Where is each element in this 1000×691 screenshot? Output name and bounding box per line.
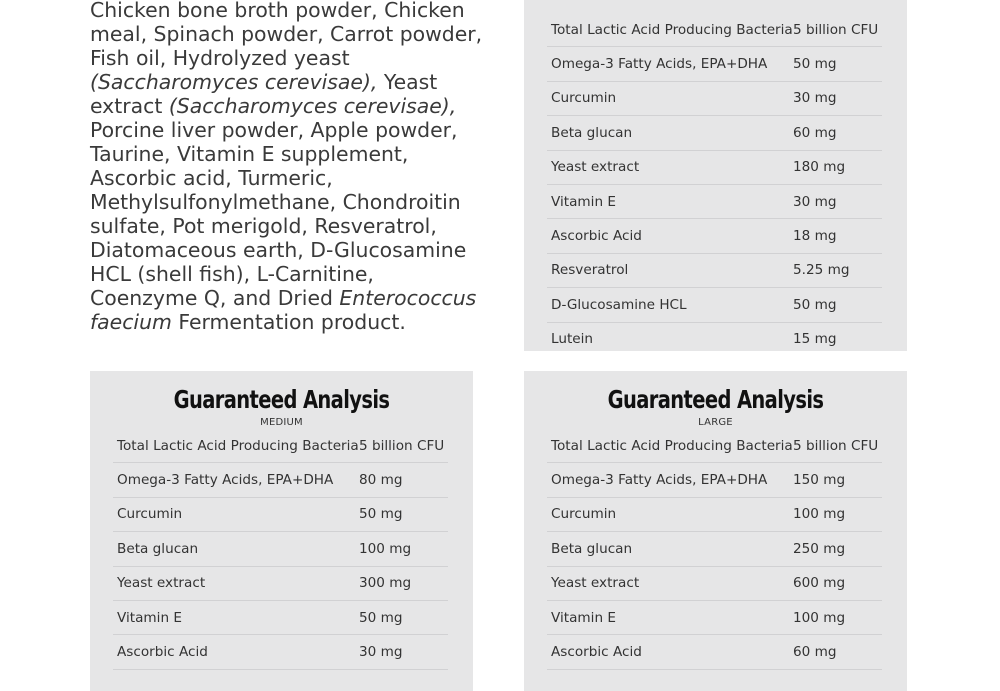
panel-size-label: MEDIUM [260, 417, 303, 428]
analysis-panel-small [524, 0, 907, 351]
table-row [547, 601, 882, 635]
nutrient-value: 100 mg [793, 506, 846, 523]
nutrient-name: Ascorbic Acid [117, 644, 208, 661]
nutrient-value: 300 mg [359, 575, 412, 592]
nutrient-value: 50 mg [359, 609, 403, 626]
nutrient-value: 60 mg [793, 644, 837, 661]
ingredient-text: Chicken bone broth powder, Chicken meal, Spinach powder, Carrot powder, Fish oil, Hydrolyzed yeast [90, 0, 483, 70]
nutrient-value: 100 mg [359, 540, 412, 557]
nutrient-name: Beta glucan [551, 540, 633, 557]
ingredient-text: Yeast extract [90, 70, 438, 118]
table-row [547, 185, 882, 219]
nutrient-name: Yeast extract [551, 575, 640, 592]
table-row [547, 532, 882, 566]
nutrient-value: 5.25 mg [793, 262, 850, 279]
ingredient-italic-text: Enterococcus faecium [90, 286, 477, 334]
nutrient-name: Omega-3 Fatty Acids, EPA+DHA [551, 472, 768, 489]
table-row [113, 567, 448, 601]
ingredient-text: Porcine liver powder, Apple powder, Taurine, Vitamin E supplement, Ascorbic acid, Turmeric, Methylsulfonylmethane, Chondroitin sulfate, Pot merigold, Resveratrol, Diatomaceous earth, D-Glucosamine HCL (shell fish), L-Carnitine, Coenzyme Q, and Dried [90, 118, 467, 310]
nutrient-name: Vitamin E [551, 193, 616, 210]
nutrient-value: 30 mg [793, 193, 837, 210]
nutrient-value: 30 mg [793, 90, 837, 107]
analysis-table [547, 429, 882, 670]
nutrient-value: 5 billion CFU [359, 437, 445, 454]
table-row [547, 116, 882, 150]
ingredient-text: Fermentation product. [171, 310, 406, 334]
table-row [113, 463, 448, 497]
nutrient-value: 150 mg [793, 472, 846, 489]
nutrient-name: Total Lactic Acid Producing Bacteria [117, 437, 359, 454]
nutrient-value: 30 mg [359, 644, 403, 661]
table-row [547, 288, 882, 322]
nutrient-name: Yeast extract [117, 575, 206, 592]
nutrient-value: 50 mg [793, 296, 837, 313]
nutrient-name: Resveratrol [551, 262, 629, 279]
analysis-table [113, 429, 448, 670]
nutrient-value: 5 billion CFU [793, 437, 879, 454]
table-row [547, 429, 882, 463]
ingredient-italic-text: (Saccharomyces cerevisae), [90, 70, 378, 94]
panel-title: Guaranteed Analysis [173, 385, 390, 414]
analysis-panel-medium [90, 371, 473, 691]
table-row [547, 47, 882, 81]
nutrient-name: Ascorbic Acid [551, 644, 642, 661]
analysis-panel-large [524, 371, 907, 691]
nutrient-name: Curcumin [551, 90, 617, 107]
nutrient-name: Yeast extract [551, 159, 640, 176]
nutrient-name: Vitamin E [117, 609, 182, 626]
nutrient-value: 50 mg [793, 56, 837, 73]
table-row [547, 635, 882, 669]
nutrient-value: 180 mg [793, 159, 846, 176]
table-row [547, 463, 882, 497]
table-row [113, 635, 448, 669]
nutrient-name: Curcumin [117, 506, 183, 523]
nutrient-name: D-Glucosamine HCL [551, 296, 687, 313]
table-row [547, 323, 882, 351]
nutrient-name: Total Lactic Acid Producing Bacteria [551, 437, 793, 454]
nutrient-value: 50 mg [359, 506, 403, 523]
ingredient-italic-text: (Saccharomyces cerevisae), [168, 94, 457, 118]
nutrient-name: Curcumin [551, 506, 617, 523]
analysis-table [547, 13, 882, 351]
nutrient-name: Omega-3 Fatty Acids, EPA+DHA [117, 472, 334, 489]
nutrient-name: Vitamin E [551, 609, 616, 626]
nutrient-name: Total Lactic Acid Producing Bacteria [551, 21, 793, 38]
nutrient-value: 80 mg [359, 472, 403, 489]
table-row [547, 151, 882, 185]
ingredients-text [90, 0, 485, 334]
nutrient-value: 250 mg [793, 540, 846, 557]
nutrient-value: 60 mg [793, 124, 837, 141]
nutrient-value: 15 mg [793, 331, 837, 348]
table-row [113, 429, 448, 463]
table-row [547, 13, 882, 47]
nutrient-value: 5 billion CFU [793, 21, 879, 38]
table-row [547, 498, 882, 532]
nutrient-value: 18 mg [793, 228, 837, 245]
table-row [547, 254, 882, 288]
panel-title: Guaranteed Analysis [607, 385, 824, 414]
nutrient-name: Lutein [551, 331, 594, 348]
nutrient-name: Omega-3 Fatty Acids, EPA+DHA [551, 56, 768, 73]
nutrient-name: Ascorbic Acid [551, 228, 642, 245]
table-row [547, 567, 882, 601]
nutrient-value: 600 mg [793, 575, 846, 592]
table-row [113, 601, 448, 635]
nutrient-name: Beta glucan [551, 124, 633, 141]
table-row [547, 219, 882, 253]
table-row [113, 532, 448, 566]
panel-size-label: LARGE [698, 417, 733, 428]
nutrient-name: Beta glucan [117, 540, 199, 557]
nutrient-value: 100 mg [793, 609, 846, 626]
table-row [547, 82, 882, 116]
table-row [113, 498, 448, 532]
